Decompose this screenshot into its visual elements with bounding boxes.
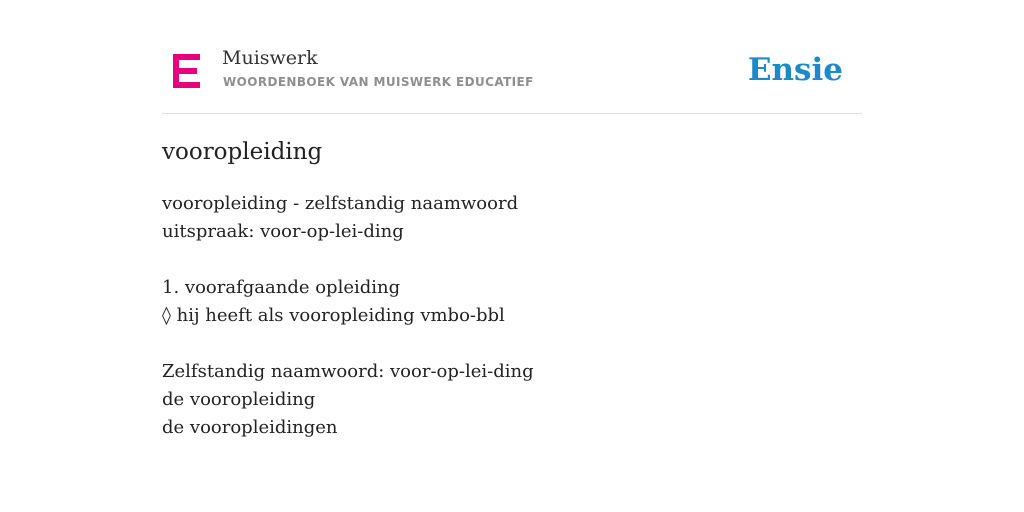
definition-line: 1. voorafgaande opleiding bbox=[162, 277, 401, 298]
example-line: ◊ hij heeft als vooropleiding vmbo-bbl bbox=[162, 305, 505, 326]
plural-form-line: de vooropleidingen bbox=[162, 417, 338, 438]
site-header bbox=[162, 40, 862, 114]
pronunciation-line: uitspraak: voor-op-lei-ding bbox=[162, 221, 404, 242]
noun-heading-line: Zelfstandig naamwoord: voor-op-lei-ding bbox=[162, 361, 534, 382]
logo-bar-top bbox=[173, 54, 200, 60]
spacer bbox=[162, 246, 862, 274]
logo-bar-bottom bbox=[173, 82, 200, 88]
singular-form-line: de vooropleiding bbox=[162, 389, 316, 410]
word-type-line: vooropleiding - zelfstandig naamwoord bbox=[162, 193, 519, 214]
logo-bar-middle bbox=[173, 68, 197, 74]
ensie-logo-link[interactable]: Ensie bbox=[747, 52, 843, 88]
muiswerk-logo-icon[interactable] bbox=[173, 54, 200, 88]
spacer bbox=[162, 330, 862, 358]
brand-tagline: WOORDENBOEK VAN MUISWERK EDUCATIEF bbox=[223, 75, 534, 89]
brand-name-link[interactable]: Muiswerk bbox=[222, 47, 318, 69]
entry-title: vooropleiding bbox=[162, 139, 323, 165]
entry-content bbox=[162, 190, 862, 442]
